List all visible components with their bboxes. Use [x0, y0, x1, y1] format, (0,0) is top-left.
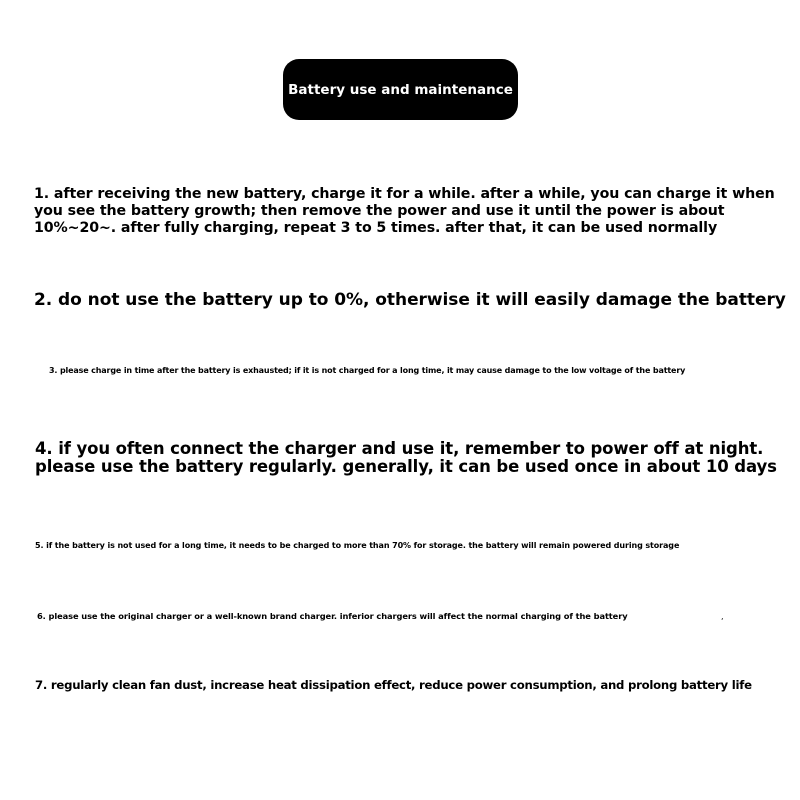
- list-item-4: [35, 440, 777, 476]
- list-item-7: [35, 678, 752, 693]
- list-item-2: [34, 290, 786, 310]
- item-1-line-3: 10%~20~. after fully charging, repeat 3 to 5 times. after that, it can be used normally: [34, 220, 718, 236]
- list-item-3: [49, 365, 685, 377]
- list-item-6: [37, 610, 628, 622]
- trailing-comma: ,: [721, 612, 724, 621]
- item-1-line-2: you see the battery growth; then remove the power and use it until the power is about: [34, 203, 725, 219]
- item-7-line-1: 7. regularly clean fan dust, increase heat dissipation effect, reduce power consumption, and prolong battery life: [35, 678, 752, 692]
- item-3-line-1: 3. please charge in time after the battery is exhausted; if it is not charged for a long time, it may cause damage to the low voltage of the battery: [49, 366, 686, 375]
- title-banner: [283, 59, 518, 120]
- item-6-line-1: 6. please use the original charger or a well-known brand charger. inferior chargers will affect the normal charging of the battery: [37, 611, 628, 621]
- item-4-line-1: 4. if you often connect the charger and use it, remember to power off at night.: [35, 439, 764, 458]
- page-title: Battery use and maintenance: [288, 81, 513, 98]
- item-4-line-2: please use the battery regularly. generally, it can be used once in about 10 days: [35, 457, 777, 476]
- item-2-line-1: 2. do not use the battery up to 0%, otherwise it will easily damage the battery: [34, 290, 786, 310]
- list-item-1: [34, 186, 775, 237]
- item-1-line-1: 1. after receiving the new battery, charge it for a while. after a while, you can charge it when: [34, 186, 775, 202]
- item-5-line-1: 5. if the battery is not used for a long time, it needs to be charged to more than 70% for storage. the battery will remain powered during storage: [35, 541, 680, 550]
- list-item-5: [35, 540, 679, 552]
